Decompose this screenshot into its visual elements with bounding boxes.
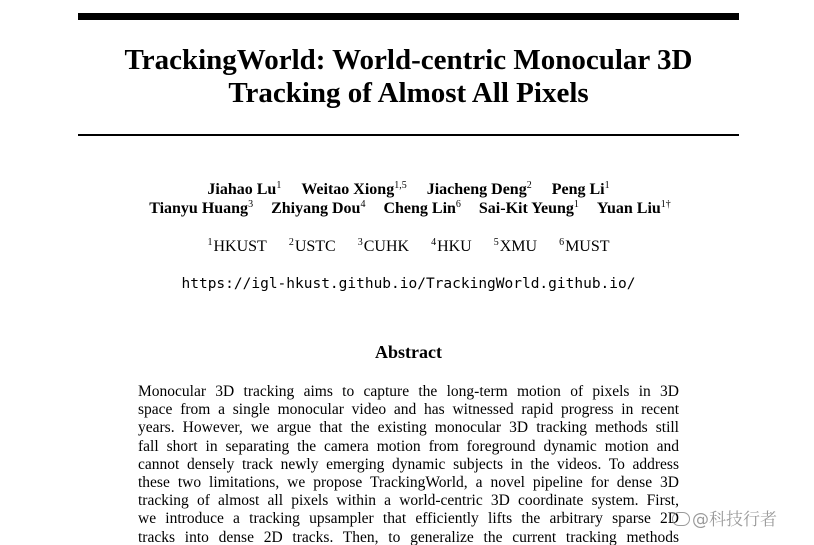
author-name [427, 181, 532, 199]
author-name-text: Sai-Kit Yeung [478, 200, 574, 217]
abstract-line: we introduce a tracking upsampler that efficiently lifts the arbitrary sparse 2D [138, 510, 679, 528]
author-affiliation-marker: 6 [455, 199, 461, 210]
abstract-line: space from a single monocular video and has witnessed rapid progress in recent [138, 401, 679, 419]
author-name [301, 181, 406, 199]
author-name-text: Jiacheng Deng [426, 181, 527, 198]
author-name [383, 200, 460, 218]
author-name-text: Peng Li [551, 181, 605, 198]
author-affiliation-marker: 2 [526, 180, 532, 191]
affiliation-list [78, 238, 739, 256]
abstract-line: these two limitations, we propose TrackingWorld, a novel pipeline for dense 3D [138, 474, 679, 492]
author-name [207, 181, 281, 199]
abstract-heading: Abstract [375, 342, 442, 362]
author-name-text: Cheng Lin [383, 200, 456, 217]
affiliation-name: MUST [565, 238, 610, 255]
author-name-text: Jiahao Lu [207, 181, 277, 198]
author-name [479, 200, 579, 218]
watermark-text: @科技行者 [692, 510, 777, 530]
affiliation-marker: 6 [559, 237, 565, 248]
title-line-2: Tracking of Almost All Pixels [228, 77, 589, 109]
affiliation [559, 238, 609, 256]
affiliation-name: CUHK [363, 238, 410, 255]
abstract-line: Monocular 3D tracking aims to capture the long-term motion of pixels in 3D [138, 383, 679, 400]
top-rule [78, 13, 739, 20]
project-url[interactable]: https://igl-hkust.github.io/TrackingWorld.github.io/ [181, 276, 636, 292]
author-affiliation-marker: 3 [248, 199, 254, 210]
paper-title [78, 44, 739, 110]
affiliation-name: HKU [437, 238, 472, 255]
author-name-text: Zhiyang Dou [271, 200, 361, 217]
affiliation-name: XMU [499, 238, 538, 255]
title-rule [78, 134, 739, 136]
title-line-1: TrackingWorld: World-centric Monocular 3D [124, 44, 693, 76]
author-name-text: Yuan Liu [596, 200, 661, 217]
author-name-text: Weitao Xiong [301, 181, 395, 198]
affiliation-marker: 1 [207, 237, 213, 248]
affiliation [358, 238, 409, 256]
author-affiliation-marker: 1,5 [394, 180, 407, 191]
abstract-line: tracking of almost all pixels within a world-centric 3D coordinate system. First, [138, 492, 679, 510]
affiliation-marker: 4 [431, 237, 437, 248]
abstract-line: years. However, we argue that the existing monocular 3D tracking methods still [138, 419, 679, 437]
author-affiliation-marker: 1 [573, 199, 579, 210]
abstract-line: cannot densely track newly emerging dynamic subjects in the videos. To address [138, 455, 679, 473]
author-name-text: Tianyu Huang [149, 200, 249, 217]
watermark [672, 505, 777, 530]
affiliation [431, 238, 472, 256]
affiliation-name: USTC [294, 238, 336, 255]
affiliation [494, 238, 537, 256]
author-affiliation-marker: 1 [604, 180, 610, 191]
author-list-row-2 [90, 200, 730, 218]
author-affiliation-marker: 1† [660, 199, 671, 210]
chat-bubble-icon [672, 512, 690, 526]
abstract-line: fall short in separating the camera motion from foreground dynamic motion and [138, 437, 679, 455]
abstract-line: tracks into dense 2D tracks. Then, to generalize the current tracking methods [138, 528, 679, 545]
affiliation-marker: 5 [493, 237, 499, 248]
author-list-row-1 [78, 181, 739, 199]
author-name [597, 200, 671, 218]
author-affiliation-marker: 1 [276, 180, 282, 191]
affiliation-marker: 2 [288, 237, 294, 248]
author-name [149, 200, 253, 218]
affiliation [207, 238, 266, 256]
author-name [271, 200, 365, 218]
affiliation-marker: 3 [357, 237, 363, 248]
affiliation [289, 238, 336, 256]
abstract-body [138, 383, 679, 545]
affiliation-name: HKUST [213, 238, 267, 255]
author-affiliation-marker: 4 [360, 199, 366, 210]
author-name [552, 181, 610, 199]
